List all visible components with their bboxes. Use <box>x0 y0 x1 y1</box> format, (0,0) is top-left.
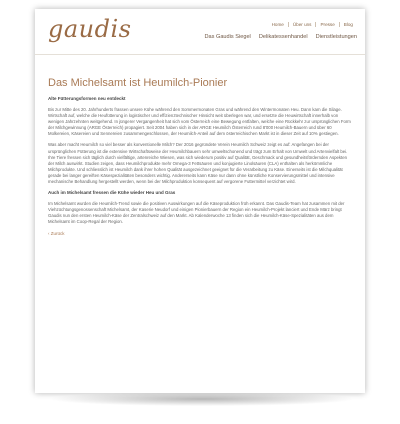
webpage <box>35 9 365 393</box>
topnav-home[interactable]: Home <box>271 22 284 27</box>
topnav-blog[interactable]: Blog <box>339 22 357 27</box>
mainnav-siegel[interactable]: Das Gaudis Siegel <box>204 34 251 40</box>
topnav-presse[interactable]: Presse <box>315 22 338 27</box>
article-content <box>48 77 352 236</box>
page-shadow <box>52 392 352 406</box>
article-paragraph: Was aber macht Heumilch so viel besser als konventionelle Milch? Der 2016 gegründete Verein Heumilch Schweiz zeigt es auf: Angefangen bei der ursprünglichen Fütterung ist die extensive Wirtschaftsweise der Heumilchbauern sehr umweltschonend und trägt zum Erhalt von Umwelt und Artenvielfalt bei. Ihre Tiere fressen sich täglich durch vielfältige, artenreiche Wiesen, was sich wiederum positiv auf Qualität, Geschmack und gesundheitsfördernden Aspekten der Milch auswirkt. Studien zeigen, dass Heumilchprodukte mehr Omega-3 Fettsäuren und konjugierte Linolsäuren (CLA) enthalten als herkömmliche Milchprodukte. Und schliesslich ist Heumilch dank ihrer hohen Qualität ausgezeichnet geeignet für die Verarbeitung zu Käse. Einerseits ist die Milchqualität gerade bei langer gereiften Käsespezialitäten besonders wichtig. Andererseits kann Käse nur dann ohne künstliche Konservierungsmittel und intensive mechanische Behandlung hergestellt werden, wenn bei der Milchproduktion konsequent auf vergorene Futtermittel verzichtet wird. <box>48 142 348 185</box>
article-subheading: Auch im Michelsamt fressen die Kühe wieder Heu und Gras <box>48 190 176 196</box>
main-navigation <box>204 34 357 40</box>
mainnav-dienstleistungen[interactable]: Dienstleistungen <box>315 34 357 40</box>
site-header <box>35 9 365 55</box>
article-paragraph: Bis zur Mitte des 20. Jahrhunderts frassen unsere Kühe während den Sommermonaten Gras und während den Wintermonaten Heu. Dann kam die Silage. Wirtschaft auf, welche die Heufütterung in logistischer und effizienztechnischer Hinsicht weit überlegen war, und ersetzte die Heuwirtschaft innerhalb von wenigen Jahrzehnten weitgehend. In jüngerer Vergangenheit hat sich vom Österreich eine Bewegung entfalten, welche eine Rückkehr zur ursprünglichen Form der Milchgewinnung (ARGE Österreich) propagiert. Seit 2004 haben sich in der ARGE Heumilch Österreich rund 8'000 Heumilch-Bauern und über 60 Molkereien, Käsereien und Sennereien zusammengeschlossen, der Heumilch-Anteil auf dem österreichischen Markt ist in dieser Zeit auf 10% gestiegen. <box>48 107 351 137</box>
gaudis-logo[interactable]: gaudis <box>48 15 132 43</box>
mainnav-delikatessenhandel[interactable]: Delikatessenhandel <box>258 34 308 40</box>
back-link[interactable]: ‹ Zurück <box>48 230 65 236</box>
top-navigation <box>268 22 357 27</box>
article-paragraph: Im Michelsamt wurden die Heumilch-Trend sowie die positiven Auswirkungen auf die Käseproduktion früh erkannt. Das Gaudis-Team hat zusammen mit der Viehzüchtungsgenossenschaft Michelsamt, der Kaserie Neudorf und einigen Pionierbauern der Region ein Heumilch-Projekt lanciert und Ende März bringt Gaudis nun den ersten Heumilch-Käse der Zentralschweiz auf den Markt. Ab Kalenderwoche 13 finden sich die Heumilch-Käse-Spezialitäten aus dem Michelsamt im Coop-Regal der Region. <box>48 201 345 225</box>
article-title: Das Michelsamt ist Heumilch-Pionier <box>48 77 228 89</box>
article-subheading: Alte Fütterungsformen neu entdeckt <box>48 96 126 101</box>
topnav-ueber-uns[interactable]: Über uns <box>288 22 316 27</box>
